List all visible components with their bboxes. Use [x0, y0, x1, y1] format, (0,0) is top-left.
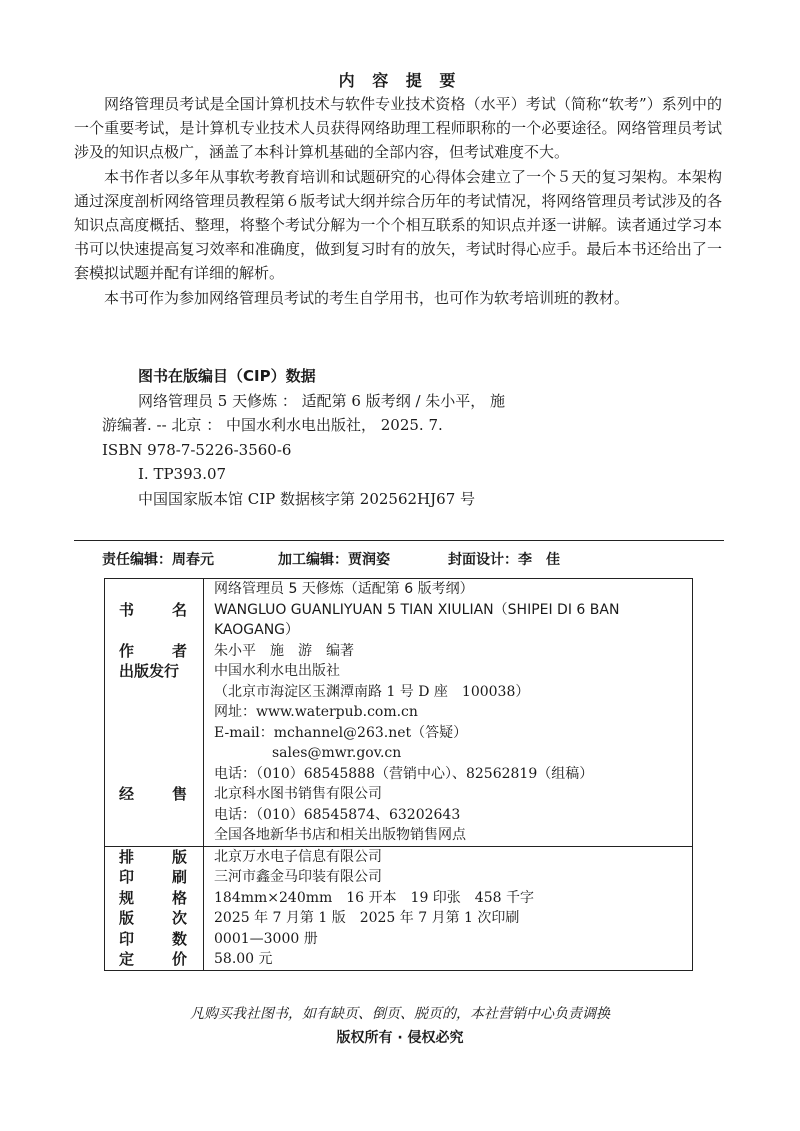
copyright-notice: 版权所有 · 侵权必究: [336, 1030, 464, 1046]
summary-paragraph-2: 本书作者以多年从事软考教育培训和试题研究的心得体会建立了一个５天的复习架构。本架构通过深度剖析网络管理员教程第６版考试大纲并综合历年的考试情况，将网络管理员考试涉及的各知识点高度概括、整理，将整个考试分解为一个个相互联系的知识点并逐一讲解。读者通过学习本书可以快速提高复习效率和准确度，做到复习时有的放矢，考试时得心应手。最后本书还给出了一套模拟试题并配有详细的解析。: [74, 167, 722, 283]
printing-value: 三河市鑫金马印装有限公司: [214, 869, 382, 885]
book-title-pinyin-1: WANGLUO GUANLIYUAN 5 TIAN XIULIAN（SHIPEI DI 6 BAN: [214, 601, 620, 618]
cip-line-1: 网络管理员 5 天修炼 ： 适配第 6 版考纲 / 朱小平， 施: [138, 391, 506, 410]
label-publisher: 出版发行: [119, 662, 180, 680]
cip-heading: 图书在版编目（CIP）数据: [138, 367, 316, 385]
distributor-name: 北京科水图书销售有限公司: [214, 786, 382, 802]
summary-title: 内 容 提 要: [338, 71, 462, 90]
cip-line-2: 游编著. -- 北京 ： 中国水利水电出版社， 2025. 7.: [102, 416, 443, 434]
labels-column-main: 书 名 作 者 出版发行 经 售: [105, 579, 204, 847]
table-section-production: [105, 846, 693, 970]
divider-line: [74, 540, 724, 541]
book-title-pinyin-2: KAOGANG）: [214, 622, 300, 638]
book-info-table: [104, 578, 693, 971]
distributor-phone: 电话：（010）68545874、63202643: [214, 806, 461, 823]
editors-line: [102, 549, 560, 569]
summary-body: [74, 92, 722, 310]
publisher-name: 中国水利水电出版社: [214, 663, 340, 679]
distributor-network: 全国各地新华书店和相关出版物销售网点: [214, 827, 466, 843]
processing-editor: 加工编辑：贾润姿: [278, 552, 390, 568]
summary-paragraph-1: 网络管理员考试是全国计算机技术与软件专业技术资格（水平）考试（简称“软考”）系列中的一个重要考试，是计算机专业技术人员获得网络助理工程师职称的一个必要途径。网络管理员考试涉及的知识点极广，涵盖了本科计算机基础的全部内容，但考试难度不大。: [74, 95, 722, 162]
publisher-website: 网址：www.waterpub.com.cn: [214, 704, 418, 720]
publisher-phone: 电话：（010）68545888（营销中心）、82562819（组稿）: [214, 765, 594, 782]
publisher-email-1: E-mail：mchannel@263.net（答疑）: [214, 724, 468, 741]
responsible-editor: 责任编辑：周春元: [102, 552, 214, 568]
label-distribution: 经 售: [119, 785, 187, 803]
values-column-main: [204, 579, 693, 847]
cover-designer: 封面设计：李 佳: [448, 552, 560, 568]
cip-classification: Ⅰ. TP393.07: [138, 465, 227, 483]
edition-value: 2025 年 7 月第 1 版 2025 年 7 月第 1 次印刷: [214, 910, 520, 926]
book-title-cn: 网络管理员 5 天修炼（适配第 6 版考纲）: [214, 581, 474, 597]
labels-column-production: 排 版 印 刷 规 格 版 次 印 数 定 价: [105, 846, 204, 970]
publisher-email-2: sales@mwr.gov.cn: [272, 745, 402, 761]
cip-record-number: 中国国家版本馆 CIP 数据核字第 202562HJ67 号: [138, 489, 476, 508]
publisher-address: （北京市海淀区玉渊潭南路 1 号 D 座 100038）: [214, 683, 530, 700]
cip-block: [102, 364, 662, 511]
spec-value: 184mm×240mm 16 开本 19 印张 458 千字: [214, 889, 534, 906]
typesetting-value: 北京万水电子信息有限公司: [214, 848, 382, 865]
author-value: 朱小平 施 游 编著: [214, 642, 354, 659]
values-column-production: [204, 846, 693, 970]
print-run-value: 0001—3000 册: [214, 930, 318, 947]
table-section-main: [105, 579, 693, 847]
summary-paragraph-3: 本书可作为参加网络管理员考试的考生自学用书，也可作为软考培训班的教材。: [104, 288, 630, 307]
cip-isbn: ISBN 978-7-5226-3560-6: [102, 440, 292, 459]
price-value: 58.00 元: [214, 951, 273, 967]
replacement-notice: 凡购买我社图书，如有缺页、倒页、脱页的，本社营销中心负责调换: [190, 1006, 610, 1022]
